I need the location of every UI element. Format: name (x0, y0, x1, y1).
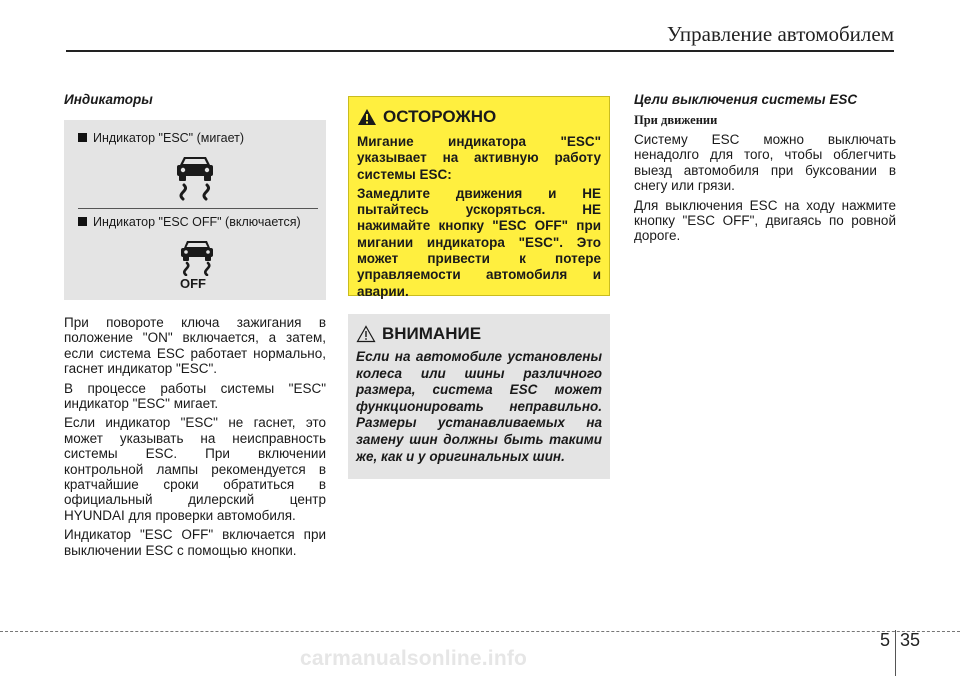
off-label: OFF (180, 276, 206, 291)
paragraph: При повороте ключа зажигания в положение "ON" включается, а затем, если система ESC работает нормально, гаснет индикатор "ESC". (64, 315, 326, 377)
paragraph: В процессе работы системы "ESC" индикатор "ESC" мигает. (64, 380, 326, 412)
esc-skid-icon (172, 153, 218, 201)
esc-off-purpose-heading: Цели выключения системы ESC (634, 92, 858, 107)
indicator-divider (78, 208, 318, 209)
header-rule (66, 50, 894, 52)
indicator-panel (64, 120, 326, 300)
left-column (64, 92, 326, 562)
caution-triangle-icon (356, 325, 376, 343)
paragraph: Если индикатор "ESC" не гаснет, это может указывать на неисправность системы ESC. При включении контрольной лампы рекомендуется в кратчайшие сроки обратиться в официальный дилерский центр HYUNDAI для проверки автомобиля. (64, 415, 326, 523)
paragraph: Для выключения ESC на ходу нажмите кнопку "ESC OFF", двигаясь по ровной дороге. (634, 197, 896, 244)
caution-box (348, 314, 610, 479)
while-driving-subheading: При движении (634, 113, 718, 127)
warning-box (348, 96, 610, 299)
warning-text: Мигание индикатора "ESC" указывает на активную работу системы ESC: (357, 134, 601, 182)
indicators-heading: Индикаторы (64, 92, 153, 107)
page-number-divider (895, 630, 896, 676)
middle-column (348, 96, 610, 479)
warning-text: Замедлите движения и НЕ пытайтесь ускоряться. НЕ нажимайте кнопку "ESC OFF" при мигании индикатора "ESC". Это может привести к потере управляемости автомобиля и аварии. (357, 185, 601, 299)
bullet-square-icon (78, 133, 87, 142)
esc-off-skid-icon (174, 238, 220, 276)
footer-dashed-rule (0, 631, 960, 632)
caution-title: ВНИМАНИЕ (356, 324, 602, 344)
right-column (634, 92, 896, 248)
indicator-esc-off-label: Индикатор "ESC OFF" (включается) (78, 215, 301, 229)
bullet-square-icon (78, 217, 87, 226)
page-header-title: Управление автомобилем (666, 22, 894, 46)
warning-triangle-icon (357, 108, 377, 126)
paragraph: Систему ESC можно выключать ненадолго для того, чтобы облегчить выезд автомобиля при буксовании в снегу или грязи. (634, 132, 896, 194)
indicator-esc-label: Индикатор "ESC" (мигает) (78, 131, 244, 145)
page-number: 35 (900, 630, 921, 650)
watermark: carmanualsonline.info (300, 647, 528, 670)
chapter-number: 5 (880, 630, 891, 650)
paragraph: Индикатор "ESC OFF" включается при выключении ESC с помощью кнопки. (64, 527, 326, 558)
caution-text: Если на автомобиле установлены колеса или шины различного размера, система ESC может функционировать неправильно. Размеры устанавливаемых на замену шин должны быть такими же, как и у оригинальных шин. (356, 349, 602, 464)
warning-title: ОСТОРОЖНО (357, 107, 601, 127)
